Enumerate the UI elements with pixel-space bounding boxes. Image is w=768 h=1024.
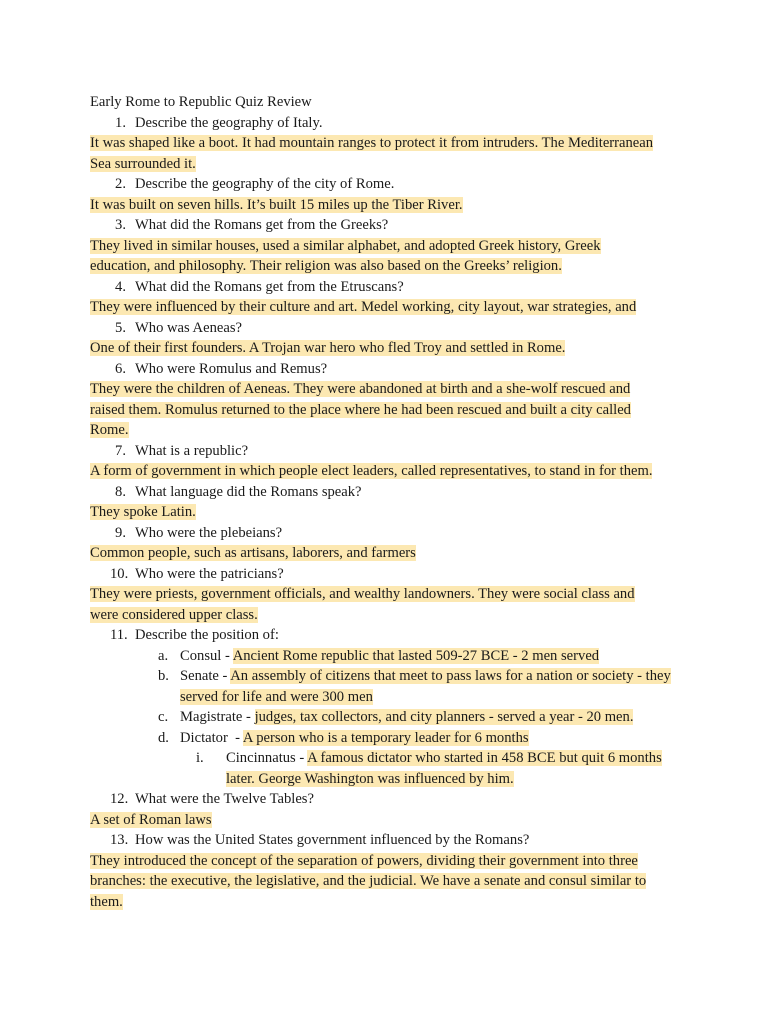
list-letter: c.	[158, 709, 169, 725]
question-number: 5.	[115, 319, 126, 336]
document-title: Early Rome to Republic Quiz Review	[90, 94, 312, 110]
list-letter: a.	[158, 647, 169, 664]
answer-9-line-1: Common people, such as artisans, laborers, and farmers	[90, 545, 416, 561]
position-label: Consul -	[180, 647, 233, 664]
question-12	[90, 789, 690, 810]
question-number: 2.	[115, 176, 126, 192]
answer-13-line-3: them.	[90, 893, 123, 910]
question-number: 1.	[115, 114, 126, 131]
answer-12-line-1: A set of Roman laws	[90, 811, 212, 828]
answer-7-line-1: A form of government in which people elect leaders, called representatives, to stand in for them.	[90, 463, 653, 479]
question-11	[90, 625, 690, 646]
question-text: Describe the geography of the city of Rome.	[135, 176, 395, 192]
question-number: 3.	[115, 217, 126, 233]
position-dictator	[90, 728, 690, 749]
question-3	[90, 215, 690, 236]
question-number: 6.	[115, 360, 126, 377]
position-magistrate	[90, 707, 690, 728]
answer-3-line-1: They lived in similar houses, used a similar alphabet, and adopted Greek history, Greek	[90, 237, 601, 254]
answer-5-line-1: One of their first founders. A Trojan war hero who fled Troy and settled in Rome.	[90, 340, 566, 356]
answer-10-line-2: were considered upper class.	[90, 606, 258, 623]
question-number: 4.	[115, 278, 126, 295]
list-letter: d.	[158, 729, 169, 746]
answer-2-line-1: It was built on seven hills. It’s built 15 miles up the Tiber River.	[90, 196, 463, 213]
question-text: How was the United States government influenced by the Romans?	[135, 832, 530, 848]
answer-8-line-1: They spoke Latin.	[90, 504, 196, 520]
question-9	[90, 523, 690, 544]
position-label: Magistrate -	[180, 709, 255, 725]
answer-1-line-2: Sea surrounded it.	[90, 155, 196, 172]
quiz-content	[90, 113, 690, 913]
list-roman-numeral: i.	[196, 750, 204, 766]
question-text: Describe the position of:	[135, 627, 279, 643]
question-7	[90, 441, 690, 462]
position-senate	[90, 666, 690, 707]
question-4	[90, 277, 690, 298]
question-10	[90, 564, 690, 585]
question-text: Who were the patricians?	[135, 565, 284, 582]
question-text: Describe the geography of Italy.	[135, 114, 323, 131]
answer-10-line-1: They were priests, government officials, and wealthy landowners. They were social class and	[90, 586, 635, 602]
position-answer: judges, tax collectors, and city planners - served a year - 20 men.	[254, 709, 634, 725]
position-answer: Ancient Rome republic that lasted 509-27 BCE - 2 men served	[232, 647, 600, 664]
question-text: Who was Aeneas?	[135, 319, 242, 336]
position-label: Dictator -	[180, 729, 243, 746]
answer-6-line-2: raised them. Romulus returned to the place where he had been rescued and built a city called	[90, 401, 631, 418]
position-consul	[90, 646, 690, 667]
question-text: What did the Romans get from the Etruscans?	[135, 278, 404, 295]
question-number: 10.	[110, 565, 129, 582]
dictator-example-cincinnatus	[90, 748, 690, 789]
answer-13-line-2: branches: the executive, the legislative, and the judicial. We have a senate and consul similar to	[90, 873, 647, 889]
question-13	[90, 830, 690, 851]
question-number: 13.	[110, 832, 129, 848]
question-text: Who were the plebeians?	[135, 524, 283, 541]
answer-3-line-2: education, and philosophy. Their religion was also based on the Greeks’ religion.	[90, 258, 562, 274]
question-number: 11.	[110, 627, 128, 643]
question-6	[90, 359, 690, 380]
question-number: 7.	[115, 442, 126, 459]
answer-6-line-1: They were the children of Aeneas. They were abandoned at birth and a she-wolf rescued and	[90, 381, 631, 397]
question-5	[90, 318, 690, 339]
list-letter: b.	[158, 668, 169, 684]
question-number: 9.	[115, 524, 126, 541]
example-answer: A famous dictator who started in 458 BCE but quit 6 months later. George Washington was influenced by him.	[226, 750, 662, 787]
question-text: What is a republic?	[135, 442, 249, 459]
question-1	[90, 113, 690, 134]
position-answer: An assembly of citizens that meet to pass laws for a nation or society - they served for life and were 300 men	[180, 668, 671, 705]
question-text: Who were Romulus and Remus?	[135, 360, 328, 377]
answer-1-line-1: It was shaped like a boot. It had mountain ranges to protect it from intruders. The Mediterranean	[90, 135, 654, 151]
question-text: What were the Twelve Tables?	[135, 791, 314, 807]
question-number: 8.	[115, 483, 126, 500]
question-number: 12.	[110, 791, 129, 807]
example-label: Cincinnatus -	[226, 750, 308, 766]
position-answer: A person who is a temporary leader for 6 months	[242, 729, 529, 746]
question-text: What did the Romans get from the Greeks?	[135, 217, 389, 233]
question-text: What language did the Romans speak?	[135, 483, 362, 500]
answer-13-line-1: They introduced the concept of the separation of powers, dividing their government into three	[90, 852, 638, 869]
answer-6-line-3: Rome.	[90, 422, 129, 438]
question-2	[90, 174, 690, 195]
position-label: Senate -	[180, 668, 231, 684]
answer-4-line-1: They were influenced by their culture and art. Medel working, city layout, war strategies, and	[90, 299, 637, 315]
question-8	[90, 482, 690, 503]
